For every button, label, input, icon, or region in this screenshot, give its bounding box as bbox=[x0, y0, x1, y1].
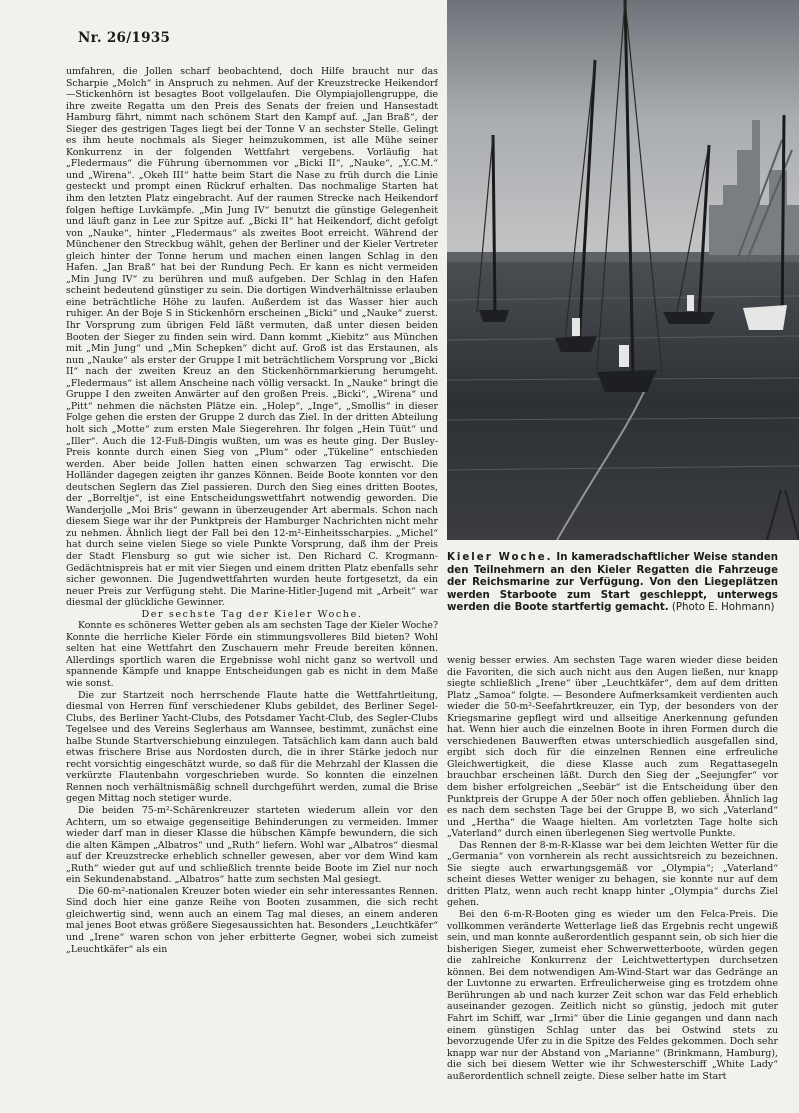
caption-lead: Kieler Woche. bbox=[447, 552, 553, 563]
photo-caption bbox=[447, 552, 778, 615]
issue-number: Nr. 26/1935 bbox=[78, 30, 171, 46]
regatta-photo bbox=[447, 0, 799, 540]
sailing-boats-image bbox=[447, 0, 799, 540]
article-paragraph: wenig besser erwies. Am sechsten Tage waren wieder diese beiden die Favoriten, die sich auch nicht aus den Augen ließen, nur knapp siegte schließlich „Irene“ über „Leuchtkäfer“, dem auf dem dritten Platz „Samoa“ folgte. — Besondere Aufmerksamkeit verdienten auch wieder die 50-m²-Seefahrtkreuzer, ein Typ, der besonders von der Kriegsmarine gepflegt wird und allseitige Anerkennung gefunden hat. Wenn hier auch die einzelnen Boote in ihren Formen durch die verschiedenen Bauwerften etwas unterschiedlich ausgefallen sind, ergibt sich doch für die einzelnen Rennen eine erfreuliche Gleichwertigkeit, die diese Klasse auch zum Regattasegeln brauchbar erscheinen läßt. Durch den Sieg der „Seejungfer“ vor dem bisher erfolgreichen „Seebär“ ist die Entscheidung über den Punktpreis der Gruppe A der 50er noch offen geblieben. Ähnlich lag es nach dem sechsten Tage bei der Gruppe B, wo sich „Vaterland“ und „Hertha“ die Waage hielten. Am vorletzten Tage holte sich „Vaterland“ durch einen überlegenen Sieg wertvolle Punkte. bbox=[447, 655, 778, 840]
caption-text: In kameradschaftlicher Weise standen den Teilnehmern an den Kieler Regatten die Fahrzeuge der Reichsmarine zur Verfügung. Von den Liegeplätzen werden Starboote zum Start geschleppt, unterwegs werden die Boote startfertig gemacht. bbox=[447, 552, 778, 614]
section-subheading: Der sechste Tag der Kieler Woche. bbox=[141, 608, 363, 620]
article-paragraph: Die 60-m²-nationalen Kreuzer boten wieder ein sehr interessantes Rennen. Sind doch hier eine ganze Reihe von Booten zusammen, die sich recht gleichwertig sind, wenn auch an einem Tag mal dieses, an einem anderen mal jenes Boot etwas größere Siegesaussichten hat. Besonders „Leuchtkäfer“ und „Irene“ waren schon von jeher erbitterte Gegner, wobei sich zumeist „Leuchtkäfer“ als ein bbox=[66, 885, 438, 955]
photo-credit: (Photo E. Hohmann) bbox=[668, 602, 775, 614]
article-paragraph: Konnte es schöneres Wetter geben als am sechsten Tage der Kieler Woche? Konnte die herrliche Kieler Förde ein stimmungsvolleres Bild bieten? Wohl selten hat eine Wettfahrt den Zuschauern mehr Freude bereiten können. Allerdings sportlich waren die Ergebnisse wohl nicht ganz so wertvoll und spannende Kämpfe und knappe Entscheidungen gab es nicht in dem Maße wie sonst. bbox=[66, 620, 438, 689]
article-paragraph: umfahren, die Jollen scharf beobachtend, doch Hilfe braucht nur das Scharpie „Molch“ in Anspruch zu nehmen. Auf der Kreuzstrecke Heikendorf—Stickenhörn ist besagtes Boot vollgelaufen. Die Olympiajollengruppe, die ihre zweite Regatta um den Preis des Senats der freien und Hansestadt Hamburg fährt, nimmt nach schönem Start den Kampf auf. „Jan Braß“, der Sieger des gestrigen Tages liegt bei der Tonne V an sechster Stelle. Gelingt es ihm heute nochmals als Sieger heimzukommen, ist alle Mühe seiner Konkurrenz in der folgenden Wettfahrt vergebens. Vorläufig hat „Fledermaus“ die Führung übernommen vor „Bicki II“, „Nauke“, „Y.C.M.“ und „Wirena“. „Okeh III“ hatte beim Start die Nase zu früh durch die Linie gesteckt und prompt einen Rückruf erhalten. Das nochmalige Starten hat ihm den letzten Platz eingebracht. Auf der raumen Strecke nach Heikendorf folgen heftige Luvkämpfe. „Min Jung IV“ benutzt die günstige Gelegenheit und läuft ganz in Lee zur Spitze auf. „Bicki II“ hat Heikendorf, dicht gefolgt von „Nauke“, hinter „Fledermaus“ als zweites Boot erreicht. Während der Münchener den Streckbug wählt, gehen der Berliner und der Kieler Vertreter gleich hinter der Tonne herum und machen einen langen Schlag in den Hafen. „Jan Braß“ hat bei der Rundung Pech. Er kann es nicht vermeiden „Min Jung IV“ zu berühren und muß aufgeben. Der Schlag in den Hafen scheint bedeutend günstiger zu sein. Die dortigen Windverhältnisse erlauben eine beträchtliche Höhe zu laufen. Außerdem ist das Wasser hier auch ruhiger. An der Boje S in Stickenhörn erscheinen „Bicki“ und „Nauke“ zuerst. Ihr Vorsprung zum übrigen Feld läßt vermuten, daß unter diesen beiden Booten der Sieger zu finden sein wird. Dann kommt „Kiebitz“ aus München mit „Min Jung“ und „Min Schepken“ dicht auf. Groß ist das Erstaunen, als nun „Nauke“ als erster der Gruppe I mit beträchtlichem Vorsprung vor „Bicki II“ nach der zweiten Kreuz an den Stickenhörnmarkierung herumgeht. „Fledermaus“ ist allem Anscheine nach völlig versackt. In „Nauke“ bringt die Gruppe I den zweiten Anwärter auf den großen Preis. „Bicki“, „Wirena“ und „Pitt“ nehmen die nächsten Plätze ein. „Holep“, „Inge“, „Smollis“ in dieser Folge gehen die ersten der Gruppe 2 durch das Ziel. In der dritten Abteilung holt sich „Motte“ zum ersten Male Siegerehren. Ihr folgen „Hein Tüüt“ und „Iller“. Auch die 12-Fuß-Dingis wußten, um was es heute ging. Der Busley-Preis konnte durch einen Sieg von „Plum“ oder „Tükeline“ entschieden werden. Aber beide Jollen hatten einen schwarzen Tag erwischt. Die Holländer dagegen zeigten ihr ganzes Können. Beide Boote konnten vor den deutschen Seglern das Ziel passieren. Durch den Sieg eines dritten Bootes, der „Borreltje“, ist eine Entscheidungswettfahrt notwendig geworden. Die Wanderjolle „Moi Bris“ gewann in überzeugender Art abermals. Schon nach diesem Siege war ihr der Punktpreis der Hamburger Nachrichten nicht mehr zu nehmen. Ähnlich liegt der Fall bei den 12-m²-Einheitsscharpies. „Michel“ hat durch seine vielen Siege so viele Punkte Vorsprung, daß ihm der Preis der Stadt Flensburg so gut wie sicher ist. Den Richard C. Krogmann-Gedächtnispreis hat er mit vier Siegen und einem dritten Platz ebenfalls sehr sicher gewonnen. Die Jugendwettfahrten wurden heute fortgesetzt, da ein neuer Preis zur Verfügung steht. Die Marine-Hitler-Jugend mit „Arbeit“ war diesmal der glückliche Gewinner. bbox=[66, 66, 438, 609]
right-column bbox=[447, 655, 778, 1100]
article-paragraph: Die beiden 75-m²-Schärenkreuzer starteten wiederum allein vor den Achtern, um so etwaige gegenseitige Behinderungen zu vermeiden. Immer wieder darf man in dieser Klasse die hübschen Kämpfe bewundern, die sich die alten Kämpen „Albatros“ und „Ruth“ liefern. Wohl war „Albatros“ diesmal auf der Kreuzstrecke erheblich schneller gewesen, aber vor dem Wind kam „Ruth“ wieder gut auf und schließlich trennte beide Boote im Ziel nur noch ein Sekundenabstand. „Albatros“ hatte zum sechsten Mal gesiegt. bbox=[66, 805, 438, 886]
article-paragraph: Das Rennen der 8-m-R-Klasse war bei dem leichten Wetter für die „Germania“ von vornherein als recht aussichtsreich zu bezeichnen. Sie siegte auch erwartungsgemäß vor „Olympia“; „Vaterland“ scheint dieses Wetter weniger zu behagen, sie konnte nur auf dem dritten Platz, wenn auch recht knapp hinter „Olympia“ durchs Ziel gehen. bbox=[447, 839, 778, 909]
article-paragraph: Die zur Startzeit noch herrschende Flaute hatte die Wettfahrtleitung, diesmal von Herren fünf verschiedener Klubs gebildet, des Berliner Segel-Clubs, des Berliner Yacht-Clubs, des Potsdamer Yacht-Club, des Segler-Clubs Tegelsee und des Vereins Seglerhaus am Wannsee, bestimmt, zunächst eine halbe Stunde Startverschiebung einzulegen. Tatsächlich kam dann auch bald etwas frischere Brise aus Nordosten durch, die in ihrer Stärke jedoch nur recht vorsichtig eingeschätzt wurde, so daß für die Mehrzahl der Klassen die verkürzte Flautenbahn vorgeschrieben wurde. So konnten die einzelnen Rennen noch verhältnismäßig schnell durchgeführt werden, zumal die Brise gegen Mittag noch stetiger wurde. bbox=[66, 689, 438, 805]
left-column bbox=[66, 66, 438, 1096]
article-paragraph: Bei den 6-m-R-Booten ging es wieder um den Felca-Preis. Die vollkommen veränderte Wetterlage ließ das Ergebnis recht ungewiß sein, und man konnte außerordentlich gespannt sein, ob sich hier die bisherigen Sieger, zumeist eher Schwerwetterboote, würden gegen die zahlreiche Konkurrenz der Leichtwettertypen durchsetzen können. Bei dem notwendigen Am-Wind-Start war das Gedränge an der Luvtonne zu erwarten. Erfreulicherweise ging es trotzdem ohne Berührungen ab und nach kurzer Zeit schon war das Feld erheblich auseinander gezogen. Zeitlich nicht so günstig, jedoch mit guter Fahrt im Schiff, war „Irmi“ über die Linie gegangen und dann nach einem günstigen Schlag unter das bei Ostwind stets zu bevorzugende Ufer zu in die Spitze des Feldes gekommen. Doch sehr knapp war nur der Abstand von „Marianne“ (Brinkmann, Hamburg), die sich bei diesem Wetter wie ihr Schwesterschiff „White Lady“ außerordentlich schnell zeigte. Diese selber hatte im Start bbox=[447, 909, 778, 1082]
